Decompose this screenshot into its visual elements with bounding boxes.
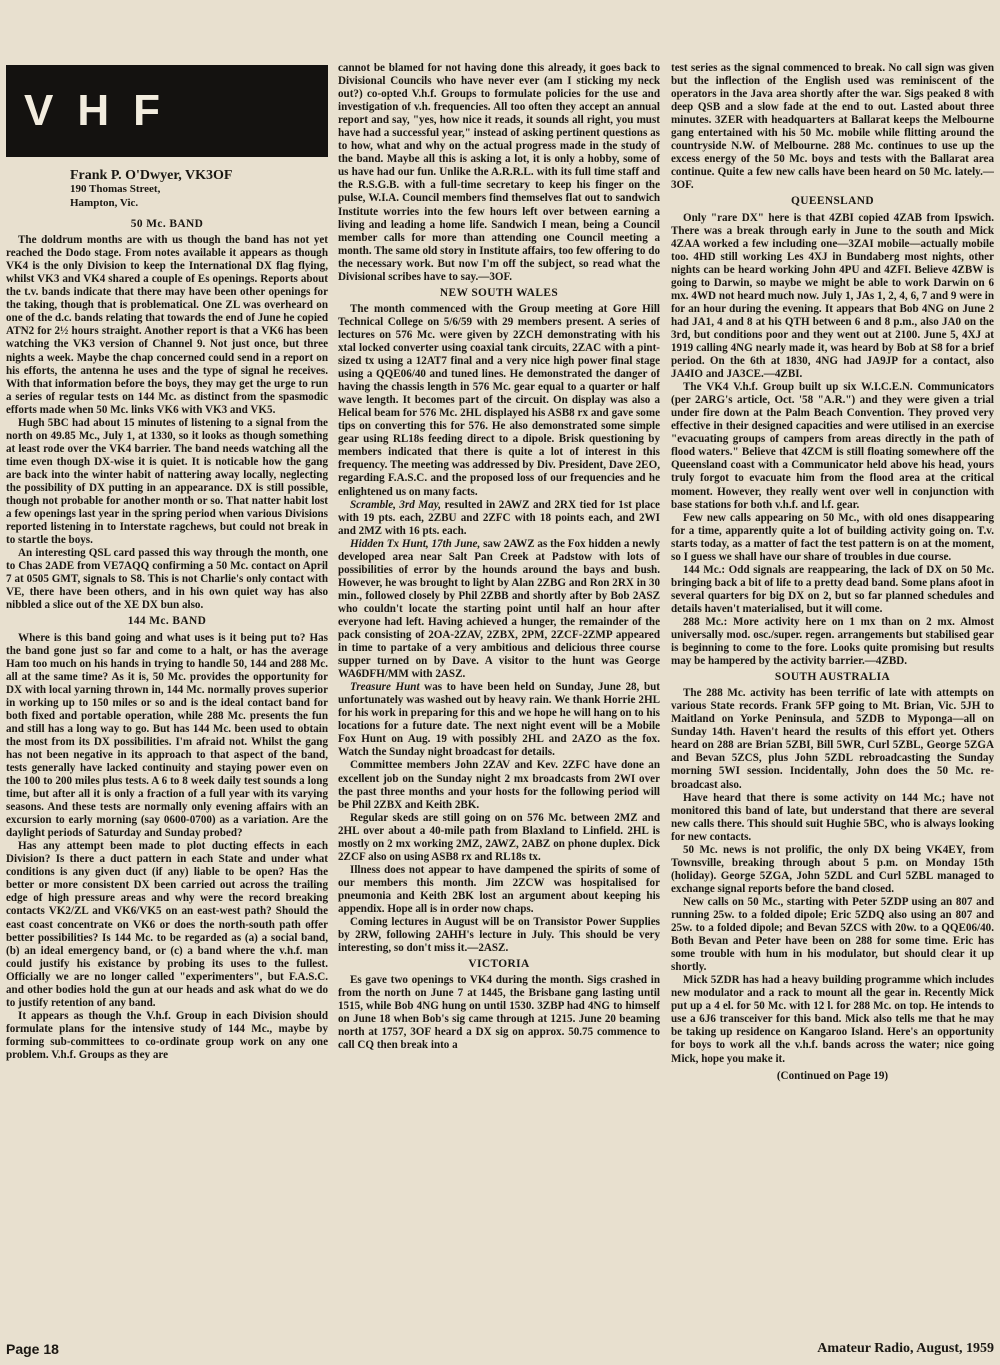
heading-victoria: VICTORIA xyxy=(468,958,530,971)
heading-50mc: 50 Mc. BAND xyxy=(130,218,204,231)
paragraph: Mick 5ZDR has had a heavy building programme which includes new modulator and a rack to mount all the gear in. Recently Mick put up a 4 el. for 50 Mc. with 12 l. for 288 Mc. on top. He intends to use a 6J6 transceiver for this band. Mick also tells me that he may be taking up residence on Kangaroo Island. Here's an opportunity for boys to work all the v.h.f. bands across the water; nice going Mick, hope you make it. xyxy=(671,974,994,1065)
page-number: Page 18 xyxy=(6,1341,59,1357)
paragraph: Regular skeds are still going on on 576 Mc. between 2MZ and 2HL over about a 40-mile path from Blaxland to Linfield. 2HL is mostly on 2 mx working 2MZ, 2AWZ, 2ABZ on phone duplex. Dick 2ZCF also on using ASB8 rx and RL18s tx. xyxy=(338,811,660,863)
heading-nsw: NEW SOUTH WALES xyxy=(439,286,559,299)
treasure-text: was to have been held on Sunday, June 28, but unfortunately was washed out by heavy rain. We thank Horrie 2HL for his work in preparing for this and we hope he will hang on to his locations for a future date. The next night event will be a Mobile Fox Hunt on Aug. 19 with possibly 2HL and 2AZO as the fox. Watch the Sunday night broadcast for details. xyxy=(338,681,660,759)
paragraph: Hugh 5BC had about 15 minutes of listening to a signal from the north on 49.85 Mc., July 1, at 1330, so it looks as though something at least rode over the VK4 barrier. The band needs watching all the time even though DX-wise it is quiet. It is noticable how the gang are back into the winter habit of nattering away locally, neglecting the possibility of DX putting in an appearance. DX is still possible, though not probable for another month or so. That natter habit lost a few openings last year in the spring period when various Divisions reported listening in to Interstate ragchews, but could not break in to startle the boys. xyxy=(6,416,328,547)
paragraph: Es gave two openings to VK4 during the month. Sigs crashed in from the north on June 7 at 1445, the Brisbane gang lasting until 1515, while Bob 4NG hung on until 1530. 3ZBP had 4NG to himself on June 18 when Bob's sig came through at 1215. June 20 beaming north at 1757, 3OF heard a DX sig on approx. 50.75 commence to call CQ then break into a xyxy=(338,974,660,1052)
column-1 xyxy=(6,55,328,1325)
continued-note: (Continued on Page 19) xyxy=(776,1069,889,1082)
paragraph: The 288 Mc. activity has been terrific of late with attempts on various State records. Frank 5FP going to Mt. Brian, Vic. 5JH to Maitland on Yorke Peninsula, and 5ZDB to Myponga—all on Sunday 14th. Haven't heard the results of this effort yet. Others heard on 288 are Brian 5ZBI, Bill 5WR, Curl 5ZBL, George 5ZGA and Bevan 5ZCS, plus John 5ZDL rebroadcasting the Sunday morning 5WI session. Incidentally, John does the 50 Mc. re-broadcast also. xyxy=(671,687,994,791)
page-footer xyxy=(6,1335,994,1361)
author-address-line1: 190 Thomas Street, xyxy=(70,183,161,196)
author-address-line2: Hampton, Vic. xyxy=(70,197,139,210)
paragraph: Have heard that there is some activity on 144 Mc.; have not monitored this band of late, but understand that there are several new calls there. This should suit Hughie 5BC, who is always looking for new contacts. xyxy=(671,791,994,843)
p288-lead: 288 Mc.: xyxy=(683,615,728,628)
paragraph: Has any attempt been made to plot ducting effects in each Division? Is there a duct pattern in each State and under what conditions is any given duct (if any) liable to be open? Has the better or more consistent DX been carried out across the trailing edge of high pressure areas and why were the record breaking contacts VK2/ZL and VK6/VK5 on an east-west path? Should the east coast concentrate on VK6 or does the north-south path offer better possibilities? Is 144 Mc. to be regarded as (a) a social band, (b) an ideal emergency band, or (c) a band where the v.h.f. man could justify his existance by probing its uses to the fullest. Officially we are no longer called "experimenters", but F.A.S.C. and other bodies hold the gun at our heads and ask what do we do to justify retention of any band. xyxy=(6,840,328,1009)
paragraph xyxy=(338,499,660,538)
column-2 xyxy=(338,62,660,1332)
hidden-tx-lead: Hidden Tx Hunt, 17th June, xyxy=(350,537,481,550)
author-byline xyxy=(6,169,328,210)
p144-text: Odd signals are reappearing, the lack of DX on 50 Mc. bringing back a bit of life to a pretty dead band. Some plans afoot in several quarters for big DX on 2, but so far planned schedules and details haven't materialised, but it will come. xyxy=(671,563,994,615)
paragraph: New calls on 50 Mc., starting with Peter 5ZDP using an 807 and running 25w. to a folded dipole; Eric 5ZDQ also using an 807 and 25w. to a folded dipole; and Bevan 5ZCS with 20w. to a QQE06/40. Both Bevan and Peter have been on 288 for some time. Eric has some trouble with hum in his modulator, but should clear it up shortly. xyxy=(671,895,994,974)
paragraph: 50 Mc. news is not prolific, the only DX being VK4EY, from Townsville, breaking through about 5 p.m. on Monday 15th (holiday). George 5ZGA, John 5ZDL and Curl 5ZBL managed to exchange signal reports before the band closed. xyxy=(671,843,994,895)
paragraph: Only "rare DX" here is that 4ZBI copied 4ZAB from Ipswich. There was a break through early in June to the south and Mick 4ZAA worked a few including one—3ZAI mobile—actually mobile too. 4HD still working Les 4XJ in Bundaberg most nights, other nights can be heard working John 4PU and 4ZFI. Believe 4ZBW is going to Darwin, so maybe we might be able to work Darwin on 6 mx. 4WD not heard much now. July 1, JAs 1, 2, 4, 6, 7 and 9 were in for an hour during the evening. It appears that Bob 4NG on June 2 had JA1, 4 and 8 at his QTH between 6 and 8 p.m., also JA0 on the 3rd, but conditions poor and they went out at 2100. June 5, 4XJ at 1919 calling 4NG nearly made it, was heard by Bob at S8 for a brief period. On the 6th at 1830, 4NG had JA9JP for a contact, also JA4IO and JA3CE.—4ZBI. xyxy=(671,211,994,381)
paragraph: Where is this band going and what uses is it being put to? Has the band gone just so far and come to a halt, or has the average Ham too much on his hands in trying to handle 50, 144 and 288 Mc. all at the same time? As it is, 50 Mc. provides the opportunity for DX with local yarning thrown in, 144 Mc. normally proves superior in working up to 150 miles or so and is the ideal contact band for both fixed and portable operation, while 288 Mc. presents the fun and still has a long way to go. But has 144 Mc. been used to obtain the most from its DX possibilities. I'm afraid not. Whilst the gang has not been negative in its approach to that aspect of the band, tests generally have lacked continuity and staying power even on the 100 to 200 miles plus tests. A 6 to 8 week daily test sounds a long time, but after all it is only a fraction of a full year with its varying seasons. And these tests are normally only evening affairs with an excursion to early morning (say 0600-0700) as a variation. Are the daylight periods of Saturday and Sunday probed? xyxy=(6,631,328,840)
paragraph: cannot be blamed for not having done this already, it goes back to Divisional Councils who have never ever (am I sticking my neck out?) co-opted V.h.f. Groups to formulate policies for the use and investigation of v.h. frequencies. All too often they accept an annual report and say, "yes, how nice it reads, it sounds all right, you must have had a successful year," instead of asking pertinent questions as to how, what and why on the actual progress made in the study of the band. Maybe all this is asking a lot, it is only a hobby, some of us have had our fun. Unlike the A.R.R.L. with its full time staff and the R.S.G.B. with a full-time secretary to keep his finger on the pulse, W.I.A. Council members find themselves flat out to sandwich Institute worries into the few hours left over between earning a living and leading a home life. Sandwich I mean, being a Council member calls for more than attending one Council meeting a month. The same old story in Institute affairs, too few offering to do the necessary work. But now I'm off the subject, so read what the Divisional scribes have to say.—3OF. xyxy=(338,62,660,283)
paragraph: The doldrum months are with us though the band has not yet reached the Dodo stage. From notes available it appears as though VK4 is the only Division to keep the International DX flag flying, whilst VK3 and VK4 shared a couple of Es openings. Reports about the t.v. bands indicate that there may have been other openings for the taking, though that is problematical. One ZL was overheard on one of the d.c. bands relating that towards the end of June he copied ATN2 for 2½ hours straight. Another report is that a VK6 has been watching the VK3 version of Channel 9. Not just once, but three nights a week. Maybe the chap concerned could send in a report on his efforts, the antenna he uses and the type of signal he receives. With that information before the boys, they may get the urge to run a series of regular tests on 144 Mc. as distinct from the spasmodic efforts made when 50 Mc. links VK6 with VK3 and VK5. xyxy=(6,234,328,416)
scramble-text: resulted in 2AWZ and 2RX tied for 1st place with 19 pts. each, 2ZBU and 2ZFC with 18 points each, and 2WI and 2MZ with 16 pts. each. xyxy=(338,498,660,537)
p288-text: More activity here on 1 mx than on 2 mx. Almost universally mod. osc./super. regen. arrangements but stabilised gear is beginning to come to the fore. Looks quite promising but results may be hampered by the activity barrier.—4ZBD. xyxy=(671,615,994,668)
section-banner: VHF xyxy=(6,65,328,157)
heading-queensland: QUEENSLAND xyxy=(790,195,875,208)
column-3 xyxy=(671,62,994,1332)
paragraph xyxy=(671,564,994,616)
magazine-issue: Amateur Radio, August, 1959 xyxy=(817,1341,994,1356)
p144-lead: 144 Mc.: xyxy=(683,563,726,576)
hidden-tx-text: saw 2AWZ as the Fox hidden a newly developed area near Salt Pan Creek at Padstow with lots of possibilities of error by the hounds around the bays and bush. However, he was brought to light by Alan 2ZBG and Ron 2RX in 30 min., followed closely by Phil 2ZBB and shortly after by Bob 2ASZ who couldn't locate the starting point until half an hour after everyone had left. Having achieved a hunger, the remainder of the pack consisting of 2OA-2ZAV, 2ZBX, 2PM, 2ZCF-2ZMP appeared in time to partake of a very ambitious and delicious three course supper turned on by Dave. A visitor to the hunt was George WA6DFH/MM with 2ASZ. xyxy=(338,537,660,681)
heading-south-australia: SOUTH AUSTRALIA xyxy=(774,671,891,684)
paragraph: It appears as though the V.h.f. Group in each Division should formulate plans for the intensive study of 144 Mc., maybe by forming sub-committees to co-ordinate group work on any one problem. V.h.f. Groups as they are xyxy=(6,1009,328,1061)
paragraph: Few new calls appearing on 50 Mc., with old ones disappearing for a time, apparently quite a lot of building activity going on. T.v. starts today, as a matter of fact the test pattern is on at the moment, so I guess we shall have our share of troubles in due course. xyxy=(671,511,994,563)
paragraph: Illness does not appear to have dampened the spirits of some of our members this month. Jim 2ZCW was hospitalised for pneumonia and Keith 2BK lost an argument about keeping his appendix. Hope all is in order now chaps. xyxy=(338,863,660,915)
scramble-lead: Scramble, 3rd May, xyxy=(350,498,441,511)
paragraph xyxy=(671,616,994,668)
paragraph xyxy=(338,681,660,759)
paragraph: test series as the signal commenced to break. No call sign was given but the inflection of the English used was reminiscent of the operators in the Java area shortly after the war. Sigs peaked 8 with deep QSB and a slow fade at the end to out. Lasted about three minutes. 3ZER with headquarters at Ballarat keeps the Melbourne gang entertained with his 50 Mc. mobile while flitting around the countryside N.W. of Melbourne. 288 Mc. continues to use up the excess energy of the 50 Mc. boys and tests with the Ballarat area continue. Quite a few new calls have been heard on 50 Mc. lately.—3OF. xyxy=(671,62,994,192)
paragraph: An interesting QSL card passed this way through the month, one to Chas 2ADE from VE7AQQ confirming a 50 Mc. contact on April 7 at 0505 GMT, signals to S8. This is not Charlie's only contact with VE, there have been others, and in his own quiet way has also nibbled a slice out of the XE DX bun also. xyxy=(6,547,328,612)
treasure-lead: Treasure Hunt xyxy=(350,681,420,694)
paragraph: Coming lectures in August will be on Transistor Power Supplies by 2RW, following 2AHH's lecture in July. This should be very interesting, so don't miss it.—2ASZ. xyxy=(338,916,660,955)
author-name: Frank P. O'Dwyer, VK3OF xyxy=(70,168,233,183)
paragraph: The month commenced with the Group meeting at Gore Hill Technical College on 5/6/59 with 29 members present. A series of lectures on 576 Mc. were given by 2ZCH demonstrating with his xtal locked converter using coaxial tank circuits, 2ZAC with a pint-sized tx using a 12AT7 final and a very nice high power final stage using a QQE06/40 and tuned lines. He demonstrated the danger of having the chassis length in 576 Mc. gear equal to a quarter or half wave length. It becomes part of the circuit. On display was also a Helical beam for 576 Mc. 2HL displayed his ASB8 rx and gave some tips on converting this for 576. He also demonstrated some simple gear using RL18s feeding direct to a dipole. Brisk questioning by members indicated that there is quite a lot of interest in this frequency. The meeting was addressed by Div. President, Dave 2EO, regarding F.A.S.C. and the proposed loss of our frequencies and he enlightened us on many facts. xyxy=(338,302,660,498)
paragraph: The VK4 V.h.f. Group built up six W.I.C.E.N. Communicators (per 2ARG's article, Oct. '58 "A.R.") and they were given a trial under fire down at the Palm Beach Convention. They proved very effective in their designed capacities and were utilised in an exercise "evacuating groups of campers from areas directly in the path of flood waters." Believe that 4ZCM is still floating somewhere off the Queensland coast with a Communicator held above his head, yours truly forgot to evacuate him from the flood area at the critical moment. However, they really went over well in conjunction with base stations for both v.h.f. and l.f. gear. xyxy=(671,381,994,511)
paragraph xyxy=(338,538,660,682)
heading-144mc: 144 Mc. BAND xyxy=(127,615,207,628)
paragraph: Committee members John 2ZAV and Kev. 2ZFC have done an excellent job on the Sunday night 2 mx broadcasts from 2WI over the past three months and your hosts for the following period will be Phil 2ZBX and Keith 2BK. xyxy=(338,759,660,811)
